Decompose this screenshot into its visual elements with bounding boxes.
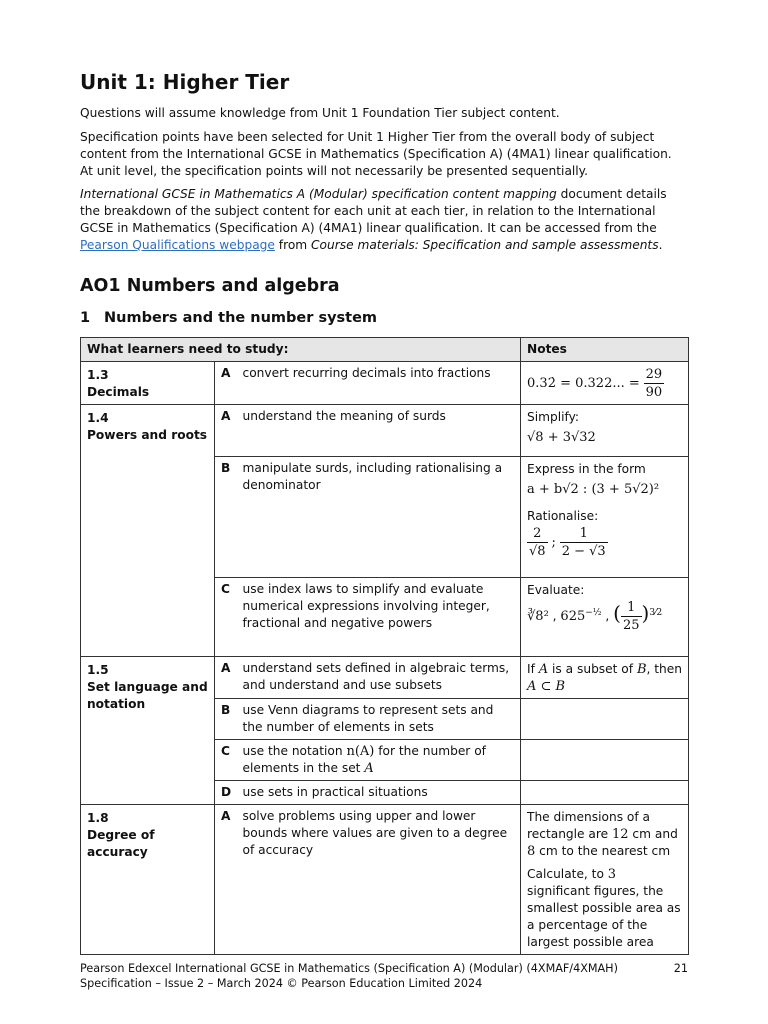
- pearson-qualifications-link[interactable]: Pearson Qualifications webpage: [80, 238, 275, 252]
- table-row: [81, 657, 689, 699]
- subsection-number: 1: [80, 310, 91, 326]
- point-letter: A: [215, 657, 239, 699]
- note-cell: [521, 740, 689, 781]
- table-header-row: [81, 338, 689, 362]
- footer-line-1: Pearson Edexcel International GCSE in Mathematics (Specification A) (Modular) (4XMAF/4XMAH): [80, 962, 618, 975]
- intro-paragraph-1: Questions will assume knowledge from Unit 1 Foundation Tier subject content.: [80, 106, 560, 120]
- p3-text: document details the breakdown of the subject content for each unit at each tier, in relation to the International GCSE in Mathematics (Specification A) (4MA1) linear qualification. It can be accessed from the: [80, 187, 667, 235]
- note-cell: Evaluate: ∛8² , $625^{-\frac{1}{2}}$ , ( $\frac{1}{25}$ )$^{3⁄2}$: [521, 578, 689, 657]
- point-description: understand sets defined in algebraic terms, and understand and use subsets: [239, 657, 521, 699]
- ref-cell: 1.4 Powers and roots: [81, 405, 215, 657]
- table-row: [81, 362, 689, 405]
- section-heading: AO1 Numbers and algebra: [80, 276, 340, 296]
- p3-end: .: [658, 238, 663, 252]
- point-description: use sets in practical situations: [239, 781, 521, 805]
- ref-cell: 1.5 Set language and notation: [81, 657, 215, 805]
- footer-line-2: Specification – Issue 2 – March 2024 © Pearson Education Limited 2024: [80, 977, 483, 990]
- table-row: [81, 405, 689, 457]
- point-letter: D: [215, 781, 239, 805]
- point-description: understand the meaning of surds: [239, 405, 521, 457]
- intro-paragraph-3: [80, 186, 688, 254]
- point-letter: C: [215, 578, 239, 657]
- note-cell: Express in the form a + b√2 : (3 + 5√2)² Rationalise: $\frac{2}{√8}$ ; $\frac{1}{2 - √3}$: [521, 457, 689, 578]
- point-description: manipulate surds, including rationalising a denominator: [239, 457, 521, 578]
- col-header-study: What learners need to study:: [81, 338, 521, 362]
- point-letter: B: [215, 699, 239, 740]
- content-table: [80, 337, 689, 955]
- point-description: use the notation n(A) for the number of elements in the set A: [239, 740, 521, 781]
- subsection-heading: [80, 310, 377, 326]
- point-letter: C: [215, 740, 239, 781]
- table-row: [81, 805, 689, 955]
- note-cell: 0.32̇ = 0.322... = $\frac{29}{90}$: [521, 362, 689, 405]
- point-letter: A: [215, 805, 239, 955]
- p3-from: from: [274, 238, 312, 252]
- page-number: 21: [673, 962, 688, 975]
- unit-heading: Unit 1: Higher Tier: [80, 70, 290, 94]
- note-cell: The dimensions of a rectangle are 12 cm and 8 cm to the nearest cm Calculate, to 3 significant figures, the smallest possible area as a percentage of the largest possible area: [521, 805, 689, 955]
- point-letter: B: [215, 457, 239, 578]
- point-letter: A: [215, 362, 239, 405]
- ref-cell: 1.8 Degree of accuracy: [81, 805, 215, 955]
- note-cell: [521, 699, 689, 740]
- subsection-title: Numbers and the number system: [104, 310, 378, 326]
- page-footer: [80, 961, 688, 991]
- ref-cell: 1.3 Decimals: [81, 362, 215, 405]
- point-letter: A: [215, 405, 239, 457]
- note-cell: [521, 781, 689, 805]
- note-cell: If A is a subset of B, then A ⊂ B: [521, 657, 689, 699]
- course-materials-text: Course materials: Specification and sample assessments: [311, 238, 659, 252]
- col-header-notes: Notes: [521, 338, 689, 362]
- point-description: convert recurring decimals into fractions: [239, 362, 521, 405]
- intro-paragraph-2: Specification points have been selected for Unit 1 Higher Tier from the overall body of subject content from the International GCSE in Mathematics (Specification A) (4MA1) linear qualification. At unit level, the specification points will not necessarily be presented sequentially.: [80, 130, 672, 178]
- point-description: use index laws to simplify and evaluate numerical expressions involving integer, fractional and negative powers: [239, 578, 521, 657]
- point-description: use Venn diagrams to represent sets and the number of elements in sets: [239, 699, 521, 740]
- point-description: solve problems using upper and lower bounds where values are given to a degree of accuracy: [239, 805, 521, 955]
- mapping-doc-title: International GCSE in Mathematics A (Modular) specification content mapping: [80, 187, 557, 201]
- note-cell: Simplify: √8 + 3√32: [521, 405, 689, 457]
